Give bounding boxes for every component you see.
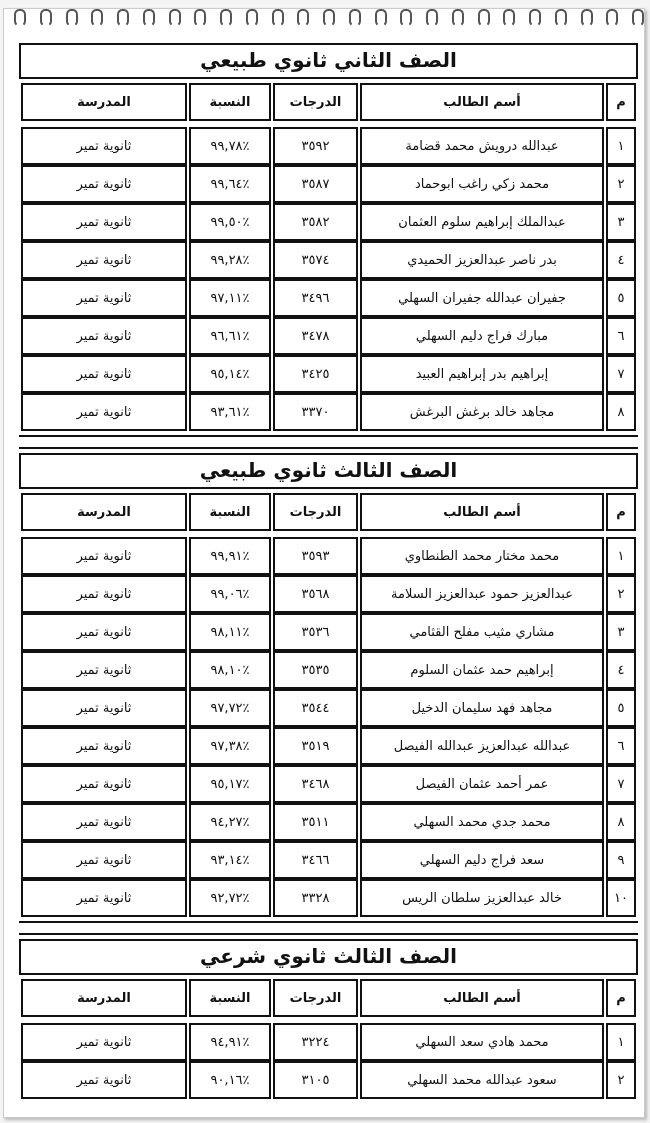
cell-school: ثانوية تمير [21, 279, 187, 317]
cell-school: ثانوية تمير [21, 241, 187, 279]
table-row [21, 393, 636, 431]
cell-school: ثانوية تمير [21, 727, 187, 765]
cell-name: سعد فراج دليم السهلي [360, 841, 604, 879]
cell-degrees: ٣٤٢٥ [273, 355, 358, 393]
header-row [21, 979, 636, 1017]
column-header-num: م [606, 83, 636, 121]
table-row [21, 1061, 636, 1099]
binding-ring [375, 9, 387, 27]
cell-percent: ٪٩٣,١٤ [189, 841, 271, 879]
cell-degrees: ٣٥٩٣ [273, 537, 358, 575]
binding-ring [478, 9, 490, 27]
cell-percent: ٪٩٩,٩١ [189, 537, 271, 575]
column-header-degrees: الدرجات [273, 83, 358, 121]
binding-ring [169, 9, 181, 27]
header-row [21, 493, 636, 531]
results-section [19, 939, 638, 1099]
binding-ring [349, 9, 361, 27]
cell-name: إبراهيم بدر إبراهيم العبيد [360, 355, 604, 393]
cell-degrees: ٣٥٤٤ [273, 689, 358, 727]
binding-ring [14, 9, 26, 27]
cell-percent: ٪٩٧,٣٨ [189, 727, 271, 765]
section-divider [19, 435, 638, 449]
cell-name: مجاهد خالد برغش البرغش [360, 393, 604, 431]
section-divider [19, 921, 638, 935]
table-row [21, 317, 636, 355]
binding-ring [66, 9, 78, 27]
table-row [21, 165, 636, 203]
cell-school: ثانوية تمير [21, 613, 187, 651]
cell-num: ٣ [606, 203, 636, 241]
binding-ring [632, 9, 644, 27]
cell-name: إبراهيم حمد عثمان السلوم [360, 651, 604, 689]
table-row [21, 765, 636, 803]
cell-percent: ٪٩٠,١٦ [189, 1061, 271, 1099]
cell-school: ثانوية تمير [21, 575, 187, 613]
section-title: الصف الثاني ثانوي طبيعي [19, 43, 638, 79]
cell-num: ٩ [606, 841, 636, 879]
cell-num: ٨ [606, 803, 636, 841]
cell-school: ثانوية تمير [21, 879, 187, 917]
cell-degrees: ٣٤٧٨ [273, 317, 358, 355]
spiral-binding [14, 9, 644, 31]
binding-ring [400, 9, 412, 27]
cell-num: ٣ [606, 613, 636, 651]
cell-name: عبدالله درويش محمد قضامة [360, 127, 604, 165]
cell-num: ٥ [606, 689, 636, 727]
section-title: الصف الثالث ثانوي شرعي [19, 939, 638, 975]
cell-name: عبدالعزيز حمود عبدالعزيز السلامة [360, 575, 604, 613]
cell-num: ٤ [606, 241, 636, 279]
cell-name: عبدالملك إبراهيم سلوم العثمان [360, 203, 604, 241]
binding-ring [581, 9, 593, 27]
binding-ring [297, 9, 309, 27]
cell-percent: ٪٩٩,٢٨ [189, 241, 271, 279]
table-row [21, 841, 636, 879]
cell-name: عمر أحمد عثمان الفيصل [360, 765, 604, 803]
cell-name: عبدالله عبدالعزيز عبدالله الفيصل [360, 727, 604, 765]
cell-degrees: ٣٥١٩ [273, 727, 358, 765]
cell-num: ٧ [606, 765, 636, 803]
binding-ring [503, 9, 515, 27]
column-header-degrees: الدرجات [273, 493, 358, 531]
column-header-name: أسم الطالب [360, 493, 604, 531]
cell-school: ثانوية تمير [21, 651, 187, 689]
cell-num: ٦ [606, 727, 636, 765]
table-row [21, 127, 636, 165]
cell-school: ثانوية تمير [21, 537, 187, 575]
cell-school: ثانوية تمير [21, 1061, 187, 1099]
binding-ring [323, 9, 335, 27]
table-row [21, 355, 636, 393]
results-table [19, 975, 638, 1099]
cell-name: محمد جدي محمد السهلي [360, 803, 604, 841]
cell-school: ثانوية تمير [21, 841, 187, 879]
cell-num: ١ [606, 537, 636, 575]
table-row [21, 575, 636, 613]
table-row [21, 279, 636, 317]
header-row [21, 83, 636, 121]
cell-percent: ٪٩٨,١١ [189, 613, 271, 651]
column-header-school: المدرسة [21, 83, 187, 121]
table-row [21, 651, 636, 689]
cell-degrees: ٣٥٦٨ [273, 575, 358, 613]
binding-ring [529, 9, 541, 27]
cell-degrees: ٣٤٦٨ [273, 765, 358, 803]
cell-school: ثانوية تمير [21, 689, 187, 727]
cell-name: سعود عبدالله محمد السهلي [360, 1061, 604, 1099]
cell-degrees: ٣٢٢٤ [273, 1023, 358, 1061]
cell-degrees: ٣٥٣٦ [273, 613, 358, 651]
binding-ring [426, 9, 438, 27]
cell-num: ١٠ [606, 879, 636, 917]
cell-percent: ٪٩٢,٧٢ [189, 879, 271, 917]
cell-degrees: ٣٥٩٢ [273, 127, 358, 165]
cell-num: ٢ [606, 165, 636, 203]
cell-num: ٤ [606, 651, 636, 689]
binding-ring [452, 9, 464, 27]
cell-name: محمد هادي سعد السهلي [360, 1023, 604, 1061]
table-row [21, 537, 636, 575]
cell-school: ثانوية تمير [21, 803, 187, 841]
results-table [19, 79, 638, 431]
binding-ring [143, 9, 155, 27]
binding-ring [555, 9, 567, 27]
cell-degrees: ٣٣٢٨ [273, 879, 358, 917]
cell-degrees: ٣٤٩٦ [273, 279, 358, 317]
cell-percent: ٪٩٤,٢٧ [189, 803, 271, 841]
cell-num: ٦ [606, 317, 636, 355]
cell-degrees: ٣٥٨٧ [273, 165, 358, 203]
table-row [21, 803, 636, 841]
cell-percent: ٪٩٥,١٧ [189, 765, 271, 803]
column-header-num: م [606, 979, 636, 1017]
table-row [21, 727, 636, 765]
binding-ring [117, 9, 129, 27]
cell-school: ثانوية تمير [21, 765, 187, 803]
column-header-name: أسم الطالب [360, 979, 604, 1017]
cell-degrees: ٣٣٧٠ [273, 393, 358, 431]
cell-school: ثانوية تمير [21, 203, 187, 241]
cell-degrees: ٣١٠٥ [273, 1061, 358, 1099]
binding-ring [272, 9, 284, 27]
cell-percent: ٪٩٩,٥٠ [189, 203, 271, 241]
cell-percent: ٪٩٨,١٠ [189, 651, 271, 689]
cell-degrees: ٣٥٨٢ [273, 203, 358, 241]
cell-percent: ٪٩٥,١٤ [189, 355, 271, 393]
column-header-percent: النسبة [189, 83, 271, 121]
binding-ring [91, 9, 103, 27]
cell-percent: ٪٩٧,١١ [189, 279, 271, 317]
results-section [19, 453, 638, 917]
cell-percent: ٪٩٤,٩١ [189, 1023, 271, 1061]
cell-school: ثانوية تمير [21, 317, 187, 355]
binding-ring [606, 9, 618, 27]
cell-degrees: ٣٥٧٤ [273, 241, 358, 279]
column-header-percent: النسبة [189, 979, 271, 1017]
binding-ring [194, 9, 206, 27]
cell-school: ثانوية تمير [21, 393, 187, 431]
table-row [21, 203, 636, 241]
cell-school: ثانوية تمير [21, 355, 187, 393]
cell-percent: ٪٩٧,٧٢ [189, 689, 271, 727]
column-header-percent: النسبة [189, 493, 271, 531]
cell-degrees: ٣٥٣٥ [273, 651, 358, 689]
cell-num: ٨ [606, 393, 636, 431]
cell-percent: ٪٩٩,٦٤ [189, 165, 271, 203]
cell-name: جفيران عبدالله جفيران السهلي [360, 279, 604, 317]
cell-num: ٢ [606, 575, 636, 613]
cell-num: ٥ [606, 279, 636, 317]
cell-num: ١ [606, 1023, 636, 1061]
cell-name: محمد مختار محمد الطنطاوي [360, 537, 604, 575]
table-row [21, 241, 636, 279]
cell-name: مبارك فراج دليم السهلي [360, 317, 604, 355]
cell-percent: ٪٩٩,٧٨ [189, 127, 271, 165]
table-row [21, 689, 636, 727]
column-header-school: المدرسة [21, 979, 187, 1017]
cell-num: ٧ [606, 355, 636, 393]
results-table [19, 489, 638, 917]
column-header-num: م [606, 493, 636, 531]
cell-degrees: ٣٥١١ [273, 803, 358, 841]
cell-school: ثانوية تمير [21, 127, 187, 165]
cell-name: بدر ناصر عبدالعزيز الحميدي [360, 241, 604, 279]
table-row [21, 879, 636, 917]
cell-name: مشاري مثيب مفلح القثامي [360, 613, 604, 651]
results-content [19, 43, 638, 1099]
cell-school: ثانوية تمير [21, 1023, 187, 1061]
table-row [21, 613, 636, 651]
cell-percent: ٪٩٩,٠٦ [189, 575, 271, 613]
table-row [21, 1023, 636, 1061]
column-header-degrees: الدرجات [273, 979, 358, 1017]
cell-degrees: ٣٤٦٦ [273, 841, 358, 879]
binding-ring [40, 9, 52, 27]
cell-percent: ٪٩٣,٦١ [189, 393, 271, 431]
paper-sheet [3, 8, 645, 1118]
column-header-name: أسم الطالب [360, 83, 604, 121]
cell-school: ثانوية تمير [21, 165, 187, 203]
cell-percent: ٪٩٦,٦١ [189, 317, 271, 355]
cell-name: خالد عبدالعزيز سلطان الريس [360, 879, 604, 917]
cell-num: ٢ [606, 1061, 636, 1099]
binding-ring [220, 9, 232, 27]
section-title: الصف الثالث ثانوي طبيعي [19, 453, 638, 489]
cell-name: مجاهد فهد سليمان الدخيل [360, 689, 604, 727]
binding-ring [246, 9, 258, 27]
cell-num: ١ [606, 127, 636, 165]
cell-name: محمد زكي راغب ابوحماد [360, 165, 604, 203]
results-section [19, 43, 638, 431]
column-header-school: المدرسة [21, 493, 187, 531]
